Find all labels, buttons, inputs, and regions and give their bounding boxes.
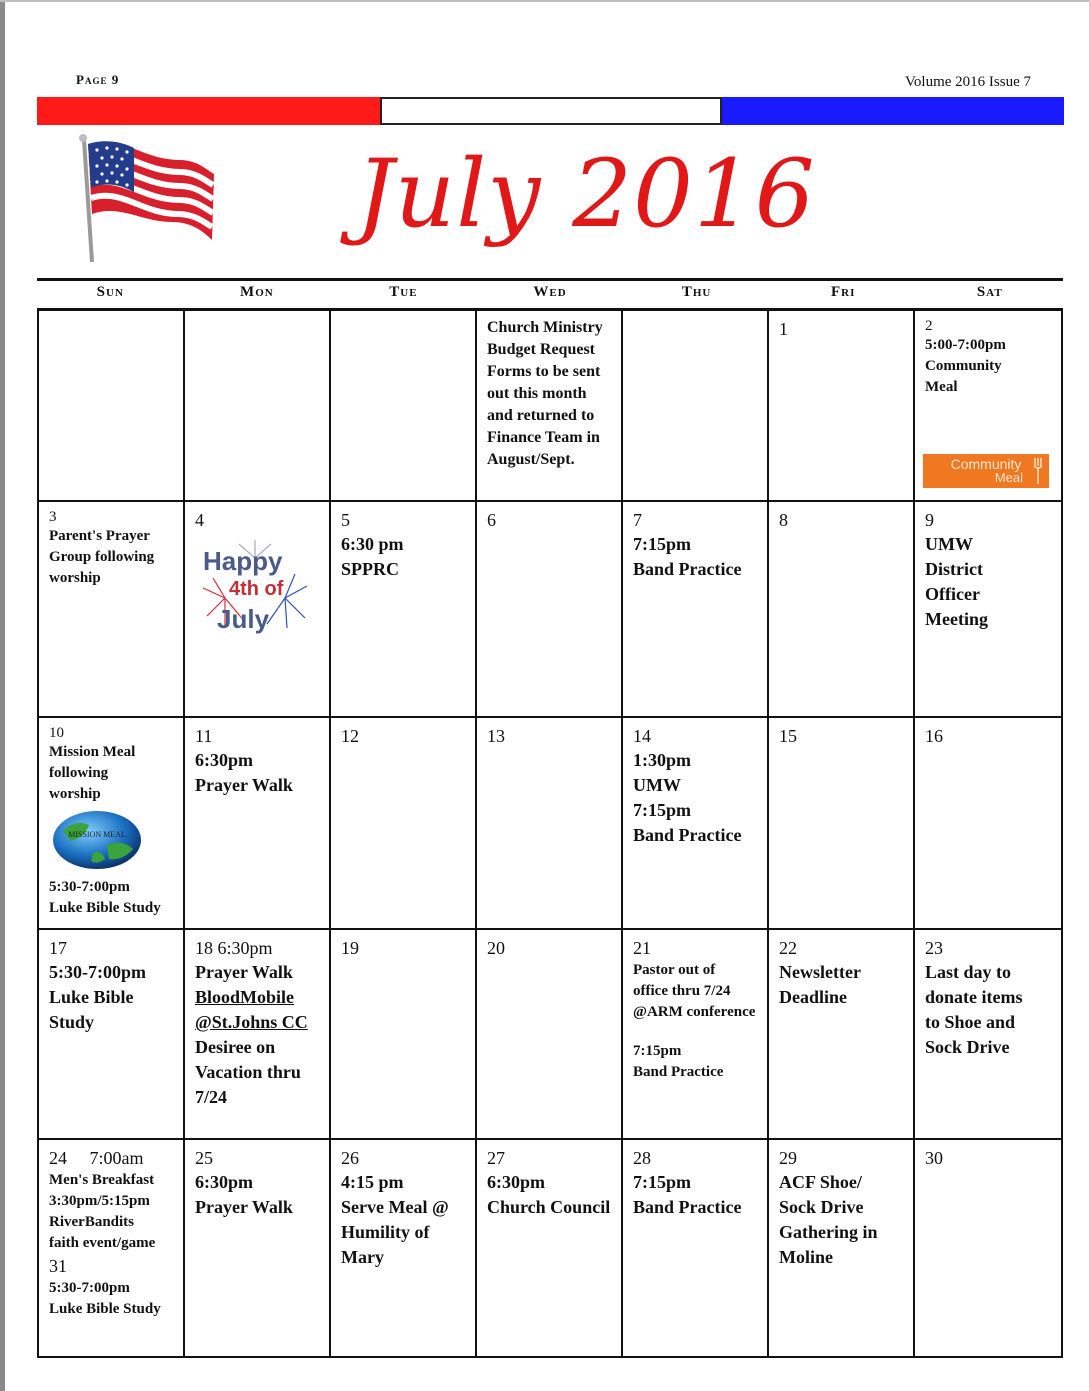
event-line: 6:30pm <box>487 1172 545 1192</box>
day-cell-10 <box>39 718 185 930</box>
day-cell-empty <box>331 311 477 502</box>
event-line: Vacation thru <box>195 1062 301 1082</box>
day-number: 27 <box>487 1148 505 1168</box>
day-number: 19 <box>341 938 359 958</box>
day-cell-25 <box>185 1140 331 1358</box>
event-line: Church Council <box>487 1197 611 1217</box>
weekday-sun: Sun <box>96 284 124 300</box>
day-number: 7 <box>633 510 642 530</box>
event-line: 4:15 pm <box>341 1172 404 1192</box>
stripe-blue <box>722 97 1064 125</box>
month-title: July 2016 <box>356 140 816 249</box>
day-cell-15 <box>769 718 915 930</box>
calendar-grid <box>37 311 1063 1358</box>
event-line: ACF Shoe/ <box>779 1172 862 1192</box>
event-line: Moline <box>779 1247 833 1267</box>
weekday-fri: Fri <box>830 284 856 300</box>
event-line: Serve Meal @ <box>341 1197 449 1217</box>
event-line: Last day to <box>925 962 1012 982</box>
day-number: 16 <box>925 726 943 746</box>
event-line: 5:30-7:00pm <box>49 879 130 895</box>
event-line: 1:30pm <box>633 750 691 770</box>
event-line: Budget Request <box>487 341 596 358</box>
banner-title: Community <box>950 456 1022 472</box>
day-cell-16 <box>915 718 1061 930</box>
july-text: July <box>217 604 270 634</box>
event-line: Prayer Walk <box>195 775 293 795</box>
event-line: Finance Team in <box>487 429 600 446</box>
event-line: 7:15pm <box>633 534 691 554</box>
event-line: 3:30pm/5:15pm <box>49 1193 150 1209</box>
day-cell-19 <box>331 930 477 1140</box>
event-line: Band Practice <box>633 1064 724 1080</box>
event-line: RiverBandits <box>49 1214 135 1230</box>
day-cell-5 <box>331 502 477 718</box>
event-line: 7:15pm <box>633 1172 691 1192</box>
event-line: Deadline <box>779 987 848 1007</box>
day-number: 13 <box>487 726 505 746</box>
day-cell-20 <box>477 930 623 1140</box>
event-line: Luke Bible Study <box>49 900 161 916</box>
day-number: 30 <box>925 1148 943 1168</box>
day-cell-23 <box>915 930 1061 1140</box>
day-number: 26 <box>341 1148 359 1168</box>
event-line: 7:15pm <box>633 1043 682 1059</box>
day-cell-empty <box>39 311 185 502</box>
day-number: 4 <box>195 510 204 530</box>
event-line: Mary <box>341 1247 384 1267</box>
event-line: Forms to be sent <box>487 363 601 380</box>
event-line: Sock Drive <box>925 1037 1010 1057</box>
stripe-red <box>37 97 380 125</box>
event-line: 6:30pm <box>195 1172 253 1192</box>
event-line: Community <box>925 358 1002 374</box>
spacer <box>633 1023 757 1041</box>
page-label: Page 9 <box>76 72 120 87</box>
day-number: 14 <box>633 726 651 746</box>
event-line: Sock Drive <box>779 1197 864 1217</box>
event-line: Band Practice <box>633 1197 742 1217</box>
day-cell-26 <box>331 1140 477 1358</box>
weekday-mon: Mon <box>240 284 274 300</box>
event-line-underlined: @St.Johns CC <box>195 1012 308 1032</box>
day-number: 3 <box>49 509 57 525</box>
event-line: 5:30-7:00pm <box>49 1280 130 1296</box>
event-line: worship <box>49 570 101 586</box>
event-line: and returned to <box>487 407 595 424</box>
day-cell-3 <box>39 502 185 718</box>
day-cell-empty <box>623 311 769 502</box>
event-line: Meeting <box>925 609 988 629</box>
american-flag-icon <box>62 130 222 266</box>
event-line: UMW <box>633 775 681 795</box>
event-line: Parent's Prayer <box>49 528 150 544</box>
banner-sub: Meal <box>994 470 1023 485</box>
event-line: Luke Bible Study <box>49 1301 161 1317</box>
day-cell-24-31 <box>39 1140 185 1358</box>
day-cell-17 <box>39 930 185 1140</box>
event-line: 5:30-7:00pm <box>49 962 146 982</box>
event-line: Study <box>49 1012 95 1032</box>
day-cell-1 <box>769 311 915 502</box>
day-cell-22 <box>769 930 915 1140</box>
weekday-wed: Wed <box>533 284 567 300</box>
event-line: @ARM conference <box>633 1004 756 1020</box>
event-line: 7/24 <box>195 1087 228 1107</box>
event-line: Pastor out of <box>633 962 716 978</box>
day-cell-4 <box>185 502 331 718</box>
day-cell-14 <box>623 718 769 930</box>
day-number: 20 <box>487 938 505 958</box>
day-cell-29 <box>769 1140 915 1358</box>
day-number: 17 <box>49 938 67 958</box>
day-number: 8 <box>779 510 788 530</box>
day-number: 15 <box>779 726 797 746</box>
weekday-sat: Sat <box>976 284 1003 300</box>
day-cell-7 <box>623 502 769 718</box>
day-number: 9 <box>925 510 934 530</box>
event-line: worship <box>49 786 101 802</box>
weekday-thu: Thu <box>681 284 712 300</box>
event-line: Desiree on <box>195 1037 276 1057</box>
event-line: August/Sept. <box>487 451 575 468</box>
event-line: Prayer Walk <box>195 1197 293 1217</box>
day-cell-empty <box>185 311 331 502</box>
event-line: Group following <box>49 549 155 565</box>
day-number: 24 7:00am <box>49 1148 144 1168</box>
day-number: 11 <box>195 726 213 746</box>
event-line: District <box>925 559 983 579</box>
happy-4th-image <box>195 538 315 658</box>
day-number: 18 6:30pm <box>195 938 273 958</box>
day-cell-30 <box>915 1140 1061 1358</box>
day-number: 12 <box>341 726 359 746</box>
day-number: 6 <box>487 510 496 530</box>
stripe-white <box>380 97 722 125</box>
event-line: UMW <box>925 534 973 554</box>
event-line: 7:15pm <box>633 800 691 820</box>
day-cell-21 <box>623 930 769 1140</box>
happy-text: Happy <box>203 546 283 576</box>
mission-meal-globe-icon <box>49 809 145 871</box>
day-cell-2 <box>915 311 1061 502</box>
event-line: Gathering in <box>779 1222 878 1242</box>
weekday-rule-top <box>37 278 1063 281</box>
event-line: Prayer Walk <box>195 962 293 982</box>
day-number: 29 <box>779 1148 797 1168</box>
day-number: 1 <box>779 319 788 339</box>
day-number: 22 <box>779 938 797 958</box>
day-cell-11 <box>185 718 331 930</box>
day-number: 2 <box>925 318 933 334</box>
event-line: 6:30pm <box>195 750 253 770</box>
event-line: Band Practice <box>633 825 742 845</box>
day-cell-28 <box>623 1140 769 1358</box>
event-line: SPPRC <box>341 559 399 579</box>
weekday-header <box>37 284 1063 308</box>
day-cell-wed-note <box>477 311 623 502</box>
event-line: 6:30 pm <box>341 534 404 554</box>
event-line: Mission Meal <box>49 744 136 760</box>
event-line: Men's Breakfast <box>49 1172 155 1188</box>
event-line-underlined: BloodMobile <box>195 987 295 1007</box>
event-line: Meal <box>925 379 958 395</box>
day-cell-18 <box>185 930 331 1140</box>
day-number: 23 <box>925 938 943 958</box>
event-line: Newsletter <box>779 962 861 982</box>
event-line: out this month <box>487 385 587 402</box>
day-number: 10 <box>49 725 64 741</box>
event-line: office thru 7/24 <box>633 983 731 999</box>
event-line: donate items <box>925 987 1023 1007</box>
fourth-of-text: 4th of <box>229 578 284 600</box>
event-line: to Shoe and <box>925 1012 1016 1032</box>
day-cell-27 <box>477 1140 623 1358</box>
community-meal-banner <box>923 454 1049 488</box>
day-number: 5 <box>341 510 350 530</box>
page-edge <box>0 0 5 1391</box>
day-number: 25 <box>195 1148 213 1168</box>
globe-label: MISSION MEAL <box>68 830 126 839</box>
event-line: Band Practice <box>633 559 742 579</box>
day-cell-6 <box>477 502 623 718</box>
event-line: 5:00-7:00pm <box>925 337 1006 353</box>
weekday-tue: Tue <box>389 284 418 300</box>
day-cell-8 <box>769 502 915 718</box>
page-edge-top <box>0 0 1089 2</box>
event-line: Humility of <box>341 1222 430 1242</box>
fork-icon <box>1033 458 1043 484</box>
event-line: Officer <box>925 584 980 604</box>
event-line: Church Ministry <box>487 319 603 336</box>
day-number: 28 <box>633 1148 651 1168</box>
day-number-31: 31 <box>49 1256 67 1276</box>
day-cell-9 <box>915 502 1061 718</box>
day-number: 21 <box>633 938 651 958</box>
day-cell-13 <box>477 718 623 930</box>
event-line: following <box>49 765 109 781</box>
event-line: Luke Bible <box>49 987 134 1007</box>
volume-label: Volume 2016 Issue 7 <box>905 74 1031 90</box>
event-line: faith event/game <box>49 1235 156 1251</box>
day-cell-12 <box>331 718 477 930</box>
